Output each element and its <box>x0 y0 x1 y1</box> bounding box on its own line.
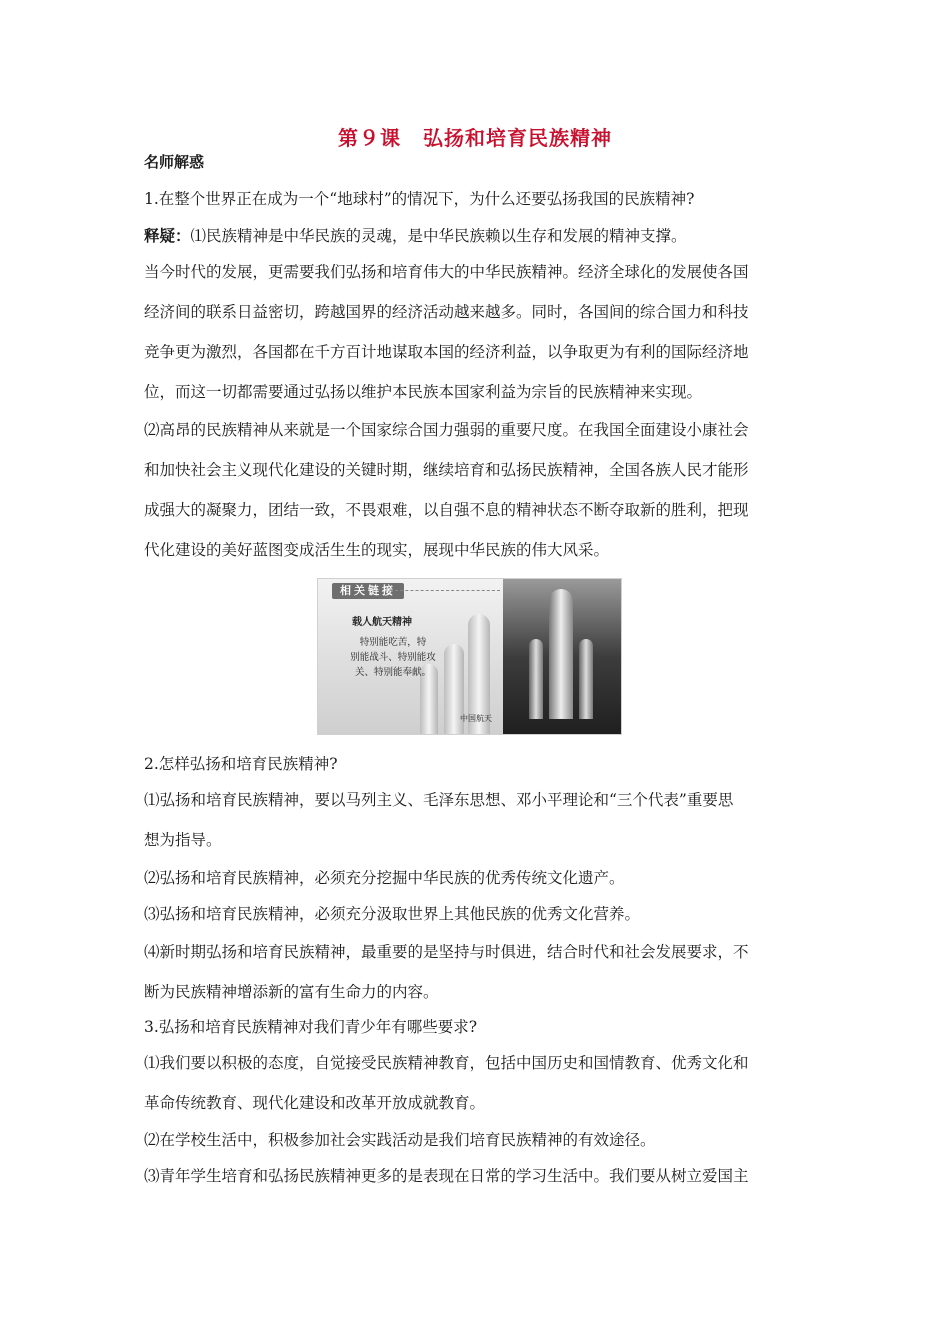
answer-3-line-3: ⑵在学校生活中，积极参加社会实践活动是我们培育民族精神的有效途径。 <box>144 1131 656 1149</box>
answer-1-line-9: 代化建设的美好蓝图变成活生生的现实，展现中华民族的伟大风采。 <box>144 541 610 559</box>
rocket-booster-image <box>579 639 593 719</box>
question-3: 3.弘扬和培育民族精神对我们青少年有哪些要求? <box>144 1018 478 1036</box>
figure-divider <box>390 590 500 591</box>
answer-1-line-8: 成强大的凝聚力，团结一致，不畏艰难，以自强不息的精神状态不断夺取新的胜利，把现 <box>144 501 749 519</box>
answer-2-line-6: 断为民族精神增添新的富有生命力的内容。 <box>144 983 439 1001</box>
section-heading: 名师解惑 <box>144 153 205 171</box>
related-link-figure <box>317 578 622 735</box>
answer-1-line-5: 位，而这一切都需要通过弘扬以维护本民族本国家利益为宗旨的民族精神来实现。 <box>144 383 703 401</box>
lesson-name: 弘扬和培育民族精神 <box>423 126 612 150</box>
figure-caption: 中国航天 <box>460 714 492 723</box>
answer-2-line-4: ⑶弘扬和培育民族精神，必须充分汲取世界上其他民族的优秀文化营养。 <box>144 905 641 923</box>
answer-1-line-6: ⑵高昂的民族精神从来就是一个国家综合国力强弱的重要尺度。在我国全面建设小康社会 <box>144 421 749 439</box>
answer-2-line-2: 想为指导。 <box>144 831 222 849</box>
lesson-number: 第９课 <box>338 126 401 150</box>
answer-1-line-4: 竞争更为激烈，各国都在千方百计地谋取本国的经济利益，以争取更为有利的国际经济地 <box>144 343 749 361</box>
answer-1-line-3: 经济间的联系日益密切，跨越国界的经济活动越来越多。同时，各国间的综合国力和科技 <box>144 303 749 321</box>
question-1: 1.在整个世界正在成为一个“地球村”的情况下，为什么还要弘扬我国的民族精神? <box>144 190 695 208</box>
answer-2-line-3: ⑵弘扬和培育民族精神，必须充分挖掘中华民族的优秀传统文化遗产。 <box>144 869 625 887</box>
rocket-body-image <box>549 589 573 719</box>
answer-2-line-5: ⑷新时期弘扬和培育民族精神，最重要的是坚持与时俱进，结合时代和社会发展要求，不 <box>144 943 749 961</box>
answer-1-line-7: 和加快社会主义现代化建设的关键时期，继续培育和弘扬民族精神，全国各族人民才能形 <box>144 461 749 479</box>
rocket-launch-photo <box>503 579 621 734</box>
answer-label: 释疑： <box>144 227 191 245</box>
answer-3-line-4: ⑶青年学生培育和弘扬民族精神更多的是表现在日常的学习生活中。我们要从树立爱国主 <box>144 1167 749 1185</box>
answer-1-line-2: 当今时代的发展，更需要我们弘扬和培育伟大的中华民族精神。经济全球化的发展使各国 <box>144 263 749 281</box>
answer-3-line-2: 革命传统教育、现代化建设和改革开放成就教育。 <box>144 1094 486 1112</box>
rocket-booster-image <box>529 639 543 719</box>
answer-1-line-1: 释疑：⑴民族精神是中华民族的灵魂，是中华民族赖以生存和发展的精神支撑。 <box>144 227 687 245</box>
question-2: 2.怎样弘扬和培育民族精神? <box>144 755 338 773</box>
answer-3-line-1: ⑴我们要以积极的态度，自觉接受民族精神教育，包括中国历史和国情教育、优秀文化和 <box>144 1054 749 1072</box>
figure-heading: 载人航天精神 <box>352 617 412 628</box>
figure-tag: 相关链接 <box>332 583 404 599</box>
answer-2-line-1: ⑴弘扬和培育民族精神，要以马列主义、毛泽东思想、邓小平理论和“三个代表”重要思 <box>144 791 734 809</box>
lesson-title <box>0 122 950 151</box>
figure-body: 特别能吃苦，特 别能战斗、特别能攻 关、特别能奉献。 <box>350 637 436 678</box>
